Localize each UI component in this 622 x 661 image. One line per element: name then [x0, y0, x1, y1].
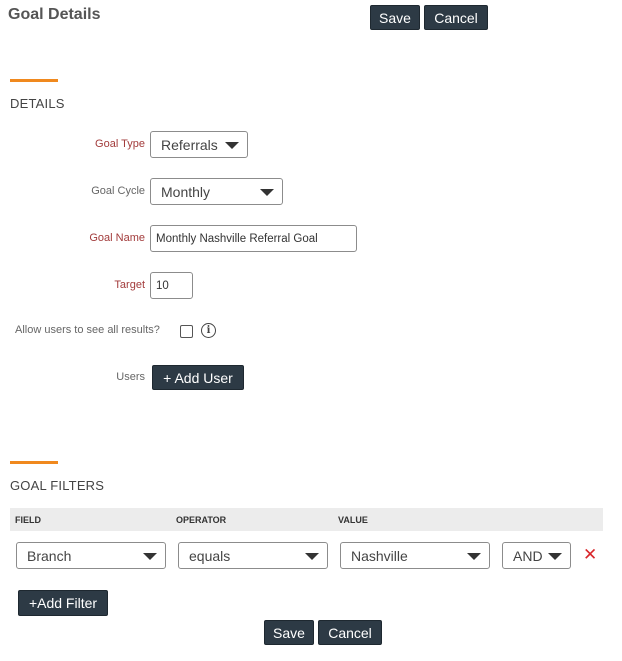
- goal-name-input[interactable]: [150, 225, 357, 252]
- filter-value-select[interactable]: [340, 542, 490, 569]
- details-section-title: DETAILS: [10, 96, 65, 111]
- allow-all-results-checkbox[interactable]: [180, 325, 193, 338]
- section-accent-bar: [10, 79, 58, 82]
- users-label: Users: [116, 371, 145, 383]
- filter-field-select[interactable]: [16, 542, 166, 569]
- chevron-down-icon: [225, 142, 239, 149]
- filter-table-header: [10, 508, 603, 531]
- filter-field-value: Branch: [27, 547, 72, 564]
- filter-conjunction-select[interactable]: [502, 542, 571, 569]
- cancel-button[interactable]: Cancel: [424, 5, 488, 30]
- goal-name-label: Goal Name: [89, 232, 145, 244]
- add-filter-button[interactable]: +Add Filter: [18, 590, 108, 616]
- column-header-field: FIELD: [15, 515, 41, 525]
- section-accent-bar: [10, 461, 58, 464]
- chevron-down-icon: [548, 553, 562, 560]
- chevron-down-icon: [143, 553, 157, 560]
- page-title: Goal Details: [8, 6, 101, 23]
- column-header-value: VALUE: [338, 515, 368, 525]
- filter-conjunction-value: AND: [513, 547, 543, 564]
- allow-all-results-label: Allow users to see all results?: [15, 324, 160, 336]
- footer-save-button[interactable]: Save: [264, 620, 314, 645]
- goal-type-label: Goal Type: [95, 138, 145, 150]
- add-user-button[interactable]: + Add User: [152, 365, 244, 390]
- column-header-operator: OPERATOR: [176, 515, 227, 525]
- filter-operator-value: equals: [189, 547, 231, 564]
- goal-cycle-label: Goal Cycle: [91, 185, 145, 197]
- goal-type-value: Referrals: [161, 136, 218, 153]
- goal-type-select[interactable]: [150, 131, 248, 158]
- chevron-down-icon: [467, 553, 481, 560]
- goal-cycle-value: Monthly: [161, 183, 211, 200]
- target-label: Target: [114, 279, 145, 291]
- footer-cancel-button[interactable]: Cancel: [318, 620, 382, 645]
- goal-cycle-select[interactable]: [150, 178, 283, 205]
- target-input[interactable]: [150, 272, 193, 299]
- close-icon[interactable]: ✕: [583, 545, 598, 564]
- save-button[interactable]: Save: [370, 5, 420, 30]
- chevron-down-icon: [260, 189, 274, 196]
- info-icon[interactable]: i: [201, 323, 216, 338]
- filter-operator-select[interactable]: [178, 542, 328, 569]
- filter-value-value: Nashville: [351, 547, 408, 564]
- chevron-down-icon: [305, 553, 319, 560]
- goal-filters-section-title: GOAL FILTERS: [10, 478, 105, 493]
